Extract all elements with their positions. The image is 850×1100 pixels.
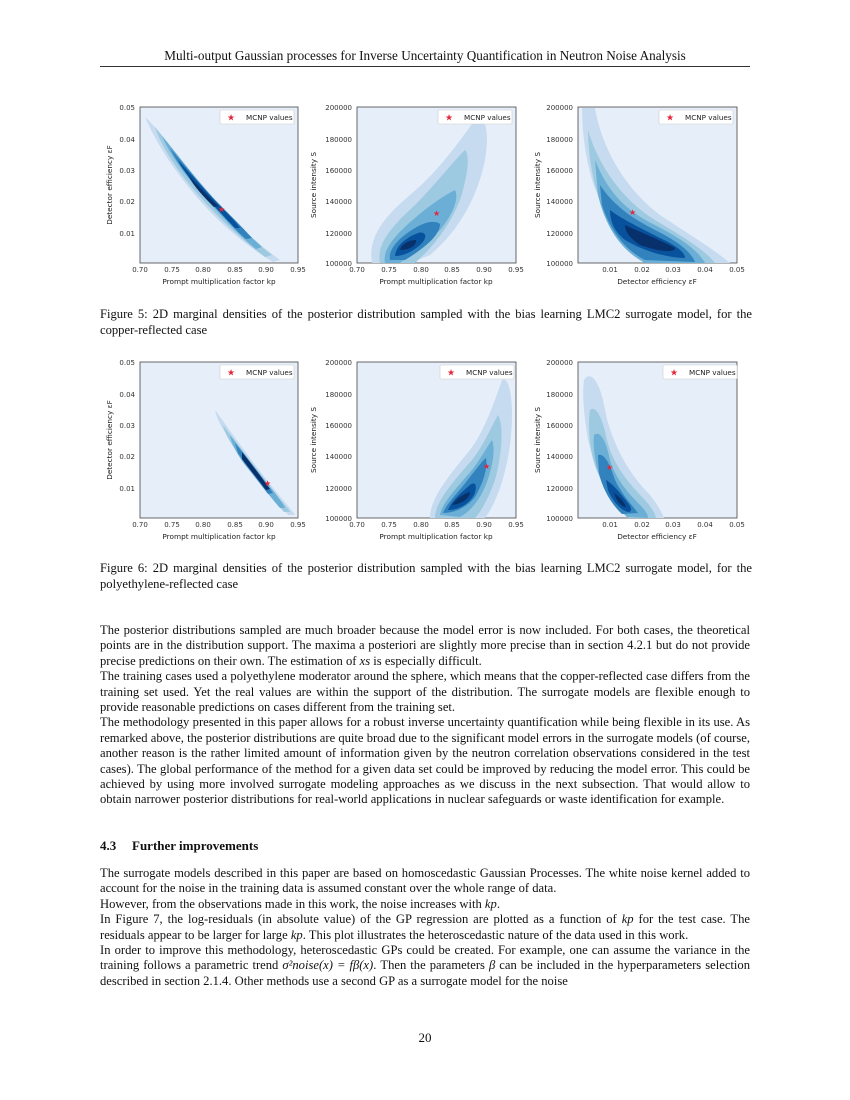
y-axis-label: Source intensity S [309, 407, 318, 473]
svg-text:★: ★ [433, 209, 441, 218]
figure-5 [100, 100, 760, 300]
svg-text:0.95: 0.95 [508, 266, 524, 274]
section-number: 4.3 [100, 838, 117, 853]
math-kp: kp [621, 912, 634, 927]
math-xs: xs [359, 653, 371, 668]
section-text [100, 866, 750, 989]
svg-text:100000: 100000 [325, 260, 352, 268]
svg-text:0.90: 0.90 [476, 266, 492, 274]
svg-text:0.70: 0.70 [349, 266, 365, 274]
svg-text:0.02: 0.02 [119, 198, 135, 206]
svg-text:160000: 160000 [546, 167, 573, 175]
svg-text:140000: 140000 [546, 198, 573, 206]
svg-text:★: ★ [264, 479, 272, 488]
math-kp: kp [290, 927, 303, 942]
svg-text:★: ★ [629, 208, 637, 217]
svg-text:0.03: 0.03 [119, 167, 135, 175]
svg-text:0.70: 0.70 [132, 266, 148, 274]
svg-text:0.80: 0.80 [413, 521, 429, 529]
svg-text:★: ★ [218, 205, 226, 214]
svg-text:0.85: 0.85 [227, 521, 243, 529]
svg-text:0.03: 0.03 [665, 266, 681, 274]
svg-text:0.01: 0.01 [119, 230, 135, 238]
svg-text:0.75: 0.75 [381, 266, 397, 274]
figure-5-caption: Figure 5: 2D marginal densities of the posterior distribution sampled with the bias learning LMC2 surrogate model, for the copper-reflected case [100, 307, 752, 337]
section-heading [100, 838, 258, 854]
svg-text:0.75: 0.75 [164, 521, 180, 529]
legend-label: MCNP values [685, 113, 732, 122]
discussion-text [100, 623, 750, 808]
fig5-panel-efficiency-vs-source [533, 104, 745, 286]
math-kp: kp [484, 896, 497, 911]
svg-text:0.75: 0.75 [381, 521, 397, 529]
svg-text:0.80: 0.80 [413, 266, 429, 274]
svg-text:120000: 120000 [546, 230, 573, 238]
svg-text:0.05: 0.05 [729, 266, 745, 274]
figure-6-caption: Figure 6: 2D marginal densities of the posterior distribution sampled with the bias learning LMC2 surrogate model, for the polyethylene-reflected case [100, 561, 752, 591]
svg-text:0.90: 0.90 [476, 521, 492, 529]
legend-label: MCNP values [464, 113, 511, 122]
page-number: 20 [418, 1030, 432, 1045]
fig5-panel-kp-vs-efficiency [105, 104, 306, 286]
svg-text:200000: 200000 [546, 359, 573, 367]
svg-text:0.80: 0.80 [195, 266, 211, 274]
fig6-panel-kp-vs-efficiency [105, 359, 306, 541]
paragraph: The posterior distributions sampled are much broader because the model error is now included. For both cases, the theoretical points are in the distribution support. The maxima a posteriori are slightly more precise than in section 4.2.1 but do not provide precise predictions on their own. The estimation of xs is especially difficult. [100, 623, 750, 668]
header-rule [100, 66, 750, 67]
fig6-panel-efficiency-vs-source [533, 359, 745, 541]
svg-text:200000: 200000 [325, 359, 352, 367]
svg-text:★: ★ [606, 463, 614, 472]
svg-text:0.90: 0.90 [258, 521, 274, 529]
svg-text:100000: 100000 [546, 260, 573, 268]
legend-label: MCNP values [246, 368, 293, 377]
svg-text:0.70: 0.70 [349, 521, 365, 529]
figure-6 [100, 355, 760, 555]
svg-text:0.01: 0.01 [602, 521, 618, 529]
svg-text:200000: 200000 [325, 104, 352, 112]
x-axis-label: Detector efficiency εF [617, 532, 697, 541]
svg-text:0.04: 0.04 [697, 521, 713, 529]
svg-text:140000: 140000 [546, 453, 573, 461]
x-axis-label: Prompt multiplication factor kp [379, 532, 493, 541]
svg-text:0.02: 0.02 [634, 521, 650, 529]
paragraph: However, from the observations made in this work, the noise increases with kp. [100, 896, 500, 911]
svg-text:120000: 120000 [325, 230, 352, 238]
svg-text:0.80: 0.80 [195, 521, 211, 529]
svg-text:120000: 120000 [325, 485, 352, 493]
svg-text:100000: 100000 [546, 515, 573, 523]
svg-text:0.04: 0.04 [119, 136, 135, 144]
svg-text:★: ★ [483, 462, 491, 471]
svg-text:120000: 120000 [546, 485, 573, 493]
svg-text:0.95: 0.95 [508, 521, 524, 529]
y-axis-label: Detector efficiency εF [105, 400, 114, 480]
svg-text:180000: 180000 [546, 136, 573, 144]
figure-6-panels: ★ ★ MCNP values 0.050.040.030.020.01 0.70 0.75 0.80 0.85 0.90 0.95 Prompt multiplication factor kp Detector efficiency εF ★ MCNP values 200000180000160000140000120000100000 0.70 0.75 0.80 0.85 0.90 0.95 Prompt multiplication factor kp Source intensity S ★ MCNP values 200000180000160000140000120000100000 0.01 0.02 0.03 0.04 0.05 Detector efficiency εF Source intensity S [105, 358, 745, 541]
svg-text:140000: 140000 [325, 453, 352, 461]
svg-text:160000: 160000 [325, 422, 352, 430]
svg-text:0.01: 0.01 [119, 485, 135, 493]
x-axis-label: Prompt multiplication factor kp [162, 277, 276, 286]
legend-label: MCNP values [246, 113, 293, 122]
svg-text:160000: 160000 [546, 422, 573, 430]
svg-text:0.02: 0.02 [119, 453, 135, 461]
math-beta: β [488, 958, 496, 973]
paragraph: The methodology presented in this paper allows for a robust inverse uncertainty quantification while being flexible in its use. As remarked above, the posterior distributions are quite broad due to the significant model errors in the surrogate models (of course, another reason is the rather limited amount of information given by the neutron correlation observations considered in the test cases). The global performance of the method for a given data set could be improved by reducing the model error. This could be achieved by using more involved surrogate modeling approaches as we discuss in the next subsection. That would allow to obtain narrower posterior distributions for real-world applications in nuclear safeguards or waste identification for example. [100, 715, 750, 807]
y-axis-label: Source intensity S [309, 152, 318, 218]
x-axis-label: Prompt multiplication factor kp [379, 277, 493, 286]
svg-text:0.70: 0.70 [132, 521, 148, 529]
svg-text:0.03: 0.03 [665, 521, 681, 529]
y-axis-label: Source intensity S [533, 407, 542, 473]
svg-text:0.03: 0.03 [119, 422, 135, 430]
svg-text:0.01: 0.01 [602, 266, 618, 274]
svg-text:0.85: 0.85 [444, 266, 460, 274]
svg-text:0.05: 0.05 [729, 521, 745, 529]
running-header: Multi-output Gaussian processes for Inverse Uncertainty Quantification in Neutron Noise Analysis [164, 48, 686, 63]
svg-text:180000: 180000 [325, 391, 352, 399]
y-axis-label: Detector efficiency εF [105, 145, 114, 225]
svg-text:0.95: 0.95 [290, 521, 306, 529]
svg-text:0.85: 0.85 [444, 521, 460, 529]
svg-text:0.04: 0.04 [119, 391, 135, 399]
legend-label: MCNP values [466, 368, 513, 377]
y-axis-label: Source intensity S [533, 152, 542, 218]
paragraph: In Figure 7, the log-residuals (in absolute value) of the GP regression are plotted as a function of kp for the test case. The residuals appear to be larger for large kp. This plot illustrates the heteroscedastic nature of the data used in this work. [100, 912, 750, 942]
svg-text:140000: 140000 [325, 198, 352, 206]
svg-text:100000: 100000 [325, 515, 352, 523]
paragraph: The training cases used a polyethylene moderator around the sphere, which means that the copper-reflected case differs from the training set used. Yet the real values are within the support of the distribution. The surrogate models are flexible enough to provide reasonable predictions on cases different from the training set. [100, 669, 750, 715]
svg-text:180000: 180000 [325, 136, 352, 144]
svg-text:0.02: 0.02 [634, 266, 650, 274]
svg-text:200000: 200000 [546, 104, 573, 112]
svg-text:0.75: 0.75 [164, 266, 180, 274]
svg-text:0.85: 0.85 [227, 266, 243, 274]
fig6-panel-kp-vs-source [309, 359, 524, 541]
paragraph: In order to improve this methodology, heteroscedastic GPs could be created. For example, one can assume the variance in the training follows a parametric trend σ²noise(x) = fβ(x). Then the parameters β can be included in the hyperparameters selection described in section 2.1.4. Other methods use a second GP as a surrogate model for the noise [100, 943, 750, 988]
section-title: Further improvements [132, 838, 259, 853]
math-noise-variance: σ²noise(x) = fβ(x) [282, 958, 374, 973]
svg-text:0.05: 0.05 [119, 104, 135, 112]
paragraph: The surrogate models described in this paper are based on homoscedastic Gaussian Processes. The white noise kernel added to account for the noise in the training data is assumed constant over the whole range of data. [100, 866, 750, 896]
legend-label: MCNP values [689, 368, 736, 377]
x-axis-label: Prompt multiplication factor kp [162, 532, 276, 541]
svg-text:0.90: 0.90 [258, 266, 274, 274]
fig5-panel-kp-vs-source [309, 104, 524, 286]
x-axis-label: Detector efficiency εF [617, 277, 697, 286]
svg-text:0.05: 0.05 [119, 359, 135, 367]
svg-text:180000: 180000 [546, 391, 573, 399]
svg-text:160000: 160000 [325, 167, 352, 175]
svg-text:0.95: 0.95 [290, 266, 306, 274]
svg-text:0.04: 0.04 [697, 266, 713, 274]
figure-5-panels: ★ ★ MCNP values 0.050.040.030.020.01 0.70 0.75 0.80 0.85 0.90 0.95 Prompt multiplication factor kp Detector efficiency εF ★ MCNP values 200000180000160000140000120000100000 0.70 0.75 0.80 0.85 0.90 0.95 Prompt multiplication factor kp Source intensity S ★ MCNP values 200000180000160000140000120000100000 0.01 0.02 0.03 0.04 0.05 Detector efficiency εF Source intensity S [105, 103, 745, 286]
